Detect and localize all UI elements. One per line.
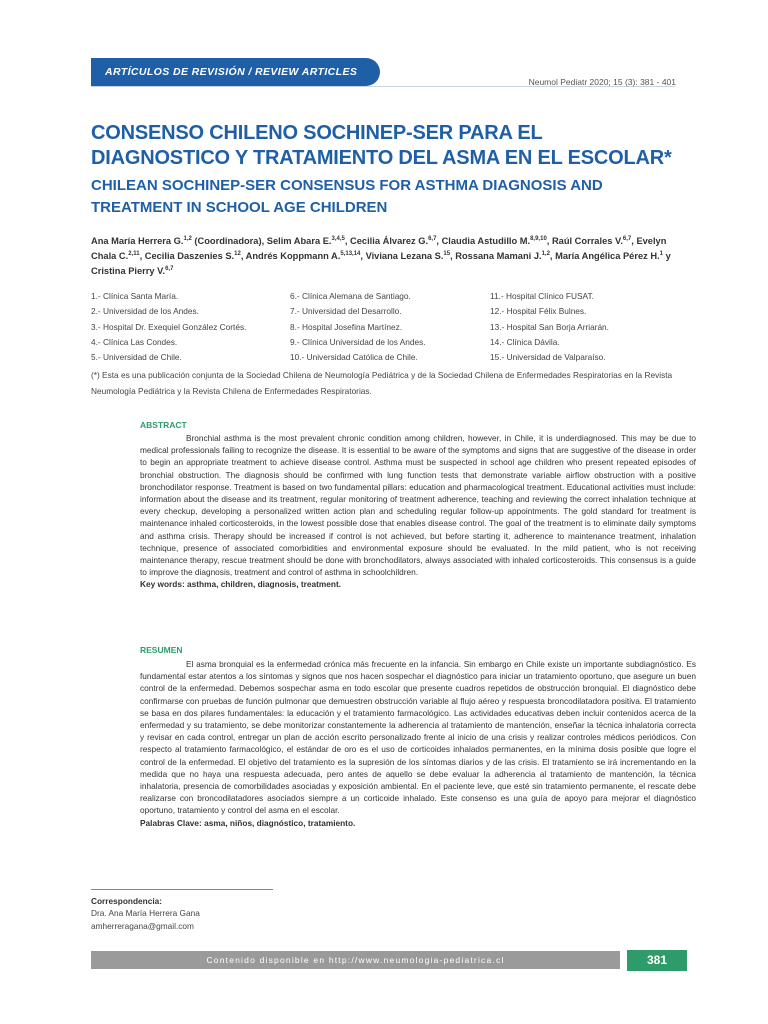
affiliation: 11.- Hospital Clínico FUSAT. xyxy=(490,291,594,301)
affiliation: 2.- Universidad de los Andes. xyxy=(91,306,199,317)
article-title: CONSENSO CHILENO SOCHINEP-SER PARA EL DIAGNOSTICO Y TRATAMIENTO DEL ASMA EN EL ESCOLAR* xyxy=(91,122,672,169)
affiliation: 13.- Hospital San Borja Arriarán. xyxy=(490,321,609,332)
author-list: Ana María Herrera G.$^{1,2}$ (Coordinadora), Selim Abara E.$^{3,4,5}$, Cecilia Álvarez G.$^{6,7}$, Claudia Astudillo M.$^{8,9,10}$, Raúl Corrales V.$^{6,7}$, Evelyn Chala C.$^{2,11}$, Cecilia Daszenies S.$^{12}$, Andrés Koppmann A.$^{5,13,14}$, Viviana Lezana S.$^{15}$, Rossana Mamani J.$^{1,2}$, María Angélica Pérez H.$^1$ y Cristina Pierry V.$^{6,7}$ xyxy=(91,235,671,276)
abstract-section xyxy=(140,432,696,591)
author-name: Claudia Astudillo M. xyxy=(441,236,531,246)
affiliation: 1.- Clínica Santa María. xyxy=(91,291,179,301)
author-name: Cristina Pierry V. xyxy=(91,266,166,276)
article-subtitle: CHILEAN SOCHINEP-SER CONSENSUS FOR ASTHMA DIAGNOSIS AND TREATMENT IN SCHOOL AGE CHILDREN xyxy=(91,177,603,216)
author-name: Cecilia Álvarez G. xyxy=(350,236,429,246)
affiliation: 12.- Hospital Félix Bulnes. xyxy=(490,306,587,317)
section-label: ARTÍCULOS DE REVISIÓN / REVIEW ARTICLES xyxy=(105,66,358,78)
footer-link-text[interactable]: Contenido disponible en http://www.neumologia-pediatrica.cl xyxy=(206,955,505,965)
author-role: (Coordinadora) xyxy=(191,236,262,246)
footer-bar xyxy=(91,951,620,969)
author-name: Rossana Mamani J. xyxy=(455,251,542,261)
abstract-heading: ABSTRACT xyxy=(140,420,187,430)
author-affiliation-ref: 6,7 xyxy=(428,235,437,242)
author-name: Ana María Herrera G. xyxy=(91,236,184,246)
section-banner xyxy=(91,58,380,86)
author-affiliation-ref: 5,13,14 xyxy=(340,250,361,257)
journal-citation: Neumol Pediatr 2020; 15 (3): 381 - 401 xyxy=(528,77,676,87)
resumen-section xyxy=(140,658,696,829)
author-affiliation-ref: 1,2 xyxy=(183,235,192,242)
author-affiliation-ref: 2,11 xyxy=(128,250,140,257)
abstract-body: Bronchial asthma is the most prevalent chronic condition among children, however, in Chile, it is underdiagnosed. This may be due to medical professionals failing to recognize the disease. It is essential to be aware of the symptoms and signs that are suggestive of the disease in order to begin an appropriate treatment to achieve disease control. Asthma must be suspected in school age children who present repeated episodes of bronchial obstruction. The diagnosis should be confirmed with lung function tests that demonstrate variable airflow obstruction with a positive bronchodilator response. Treatment is based on two fundamental pillars: education and pharmacological treatment. Educational activities must include: information about the disease and its treatment, regular monitoring of treatment adherence, teaching and reviewing the correct inhalation technique at every checkup, developing a personalized written action plan and scheduling regular follow-up appointments. The gold standard for treatment is maintenance inhaled corticosteroids, in the lowest possible dose that enables disease control. The goal of the treatment is to eliminate daily symptoms and asthma crisis. Therapy should be increased if control is not achieved, but before starting it, adherence to maintenance treatment, inhalation technique, presence of associated comorbidities and environmental exposure should be evaluated. In the mild patient, who is not receiving maintenance therapy, rescue treatment should be done with bronchodilators, always associated with inhaled corticosteroids. This consensus is a guide to improve the diagnosis, treatment and control of asthma in schoolchildren. xyxy=(140,433,696,578)
affiliations-column-2 xyxy=(290,289,426,365)
abstract-keywords: Key words: asthma, children, diagnosis, treatment. xyxy=(140,579,342,590)
affiliation: 14.- Clínica Dávila. xyxy=(490,336,560,347)
page-number: 381 xyxy=(627,950,687,971)
affiliation: 3.- Hospital Dr. Exequiel González Cortés. xyxy=(91,321,247,332)
affiliation: 5.- Universidad de Chile. xyxy=(91,352,182,363)
affiliation: 9.- Clínica Universidad de los Andes. xyxy=(290,336,426,347)
affiliation: 7.- Universidad del Desarrollo. xyxy=(290,306,402,317)
affiliation: 10.- Universidad Católica de Chile. xyxy=(290,352,418,363)
affiliations-column-3 xyxy=(490,289,609,365)
author-name: Raúl Corrales V. xyxy=(551,236,623,246)
correspondence-name: Dra. Ana María Herrera Gana xyxy=(91,908,200,919)
author-affiliation-ref: 8,9,10 xyxy=(530,235,547,242)
author-affiliation-ref: 1,2 xyxy=(541,250,550,257)
correspondence-block xyxy=(91,889,273,932)
author-affiliation-ref: 6,7 xyxy=(165,265,174,272)
author-name: Andrés Koppmann A. xyxy=(245,251,341,261)
correspondence-email[interactable]: amherreragana@gmail.com xyxy=(91,920,194,931)
author-name: Viviana Lezana S. xyxy=(365,251,444,261)
affiliation: 4.- Clínica Las Condes. xyxy=(91,336,178,347)
author-name: Selim Abara E. xyxy=(266,236,332,246)
author-affiliation-ref: 6,7 xyxy=(622,235,632,242)
publication-note: (*) Esta es una publicación conjunta de la Sociedad Chilena de Neumología Pediátrica y de la Sociedad Chilena de Enfermedades Respiratorias en la Revista Neumología Pediátrica y la Revista Chilena de Enfermedades Respiratorias. xyxy=(91,370,673,396)
correspondence-label: Correspondencia: xyxy=(91,896,162,906)
author-name: Evelyn Chala C. xyxy=(91,236,667,261)
resumen-body: El asma bronquial es la enfermedad crónica más frecuente en la infancia. Sin embargo en Chile existe un importante subdiagnóstico. Es fundamental estar atentos a los síntomas y signos que nos hacen sospechar el diagnóstico para iniciar un tratamiento oportuno, que asegure un buen control de la enfermedad. Debemos sospechar asma en todo escolar que presente cuadros repetidos de obstrucción bronquial. El diagnóstico debe confirmarse con pruebas de función pulmonar que demuestren obstrucción variable al flujo aéreo y respuesta broncodilatadora positiva. El tratamiento se basa en dos pilares fundamentales: la educación y el tratamiento farmacológico. Las actividades educativas deben incluir contenidos acerca de la enfermedad y su tratamiento, se debe monitorizar constantemente la adherencia al tratamiento de mantención, enseñar la técnica inhalatoria correcta y revisar en cada control, entregar un plan de acción escrito personalizado frente al inicio de una crisis y realizar controles médicos periódicos. Con respecto al tratamiento farmacológico, el estándar de oro es el uso de corticoides inhalados permanentes, en la mínima dosis posible que logre el control de la enfermedad. El objetivo del tratamiento es la supresión de los síntomas diarios y de las crisis. El tratamiento se irá incrementando en la medida que no haya una respuesta adecuada, pero antes de aquello se debe evaluar la adherencia al tratamiento de mantención, la técnica inhalatoria, presencia de comorbilidades asociadas y exposición ambiental. En el paciente leve, que esté sin tratamiento permanente, el rescate debe realizarse con broncodilatadores asociados siempre a un corticoide inhalado. Este consenso es una guía de apoyo para mejorar el diagnóstico oportuno, tratamiento y control del asma en el escolar. xyxy=(140,659,696,816)
resumen-heading: RESUMEN xyxy=(140,645,183,655)
affiliation: 15.- Universidad de Valparaíso. xyxy=(490,352,606,363)
affiliations-column-1 xyxy=(91,289,246,365)
author-name: María Angélica Pérez H. xyxy=(555,251,660,261)
affiliation: 6.- Clínica Alemana de Santiago. xyxy=(290,291,411,301)
author-name: Cecilia Daszenies S. xyxy=(144,251,235,261)
author-affiliation-ref: 3,4,5 xyxy=(331,235,345,242)
author-affiliation-ref: 1 xyxy=(659,250,663,257)
resumen-keywords: Palabras Clave: asma, niños, diagnóstico, tratamiento. xyxy=(140,817,356,828)
author-affiliation-ref: 12 xyxy=(234,250,241,257)
author-affiliation-ref: 15 xyxy=(443,250,451,257)
affiliation: 8.- Hospital Josefina Martínez. xyxy=(290,321,403,332)
